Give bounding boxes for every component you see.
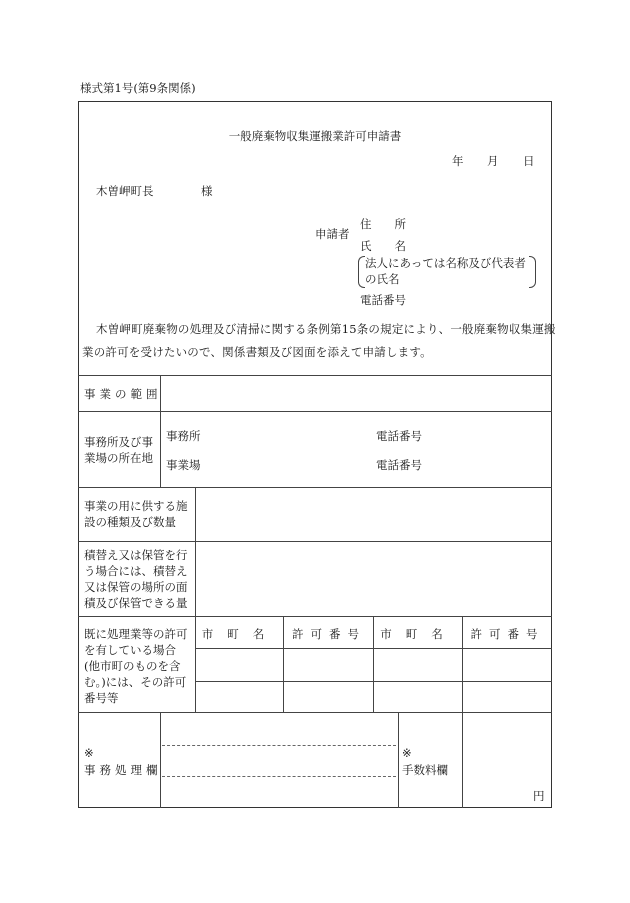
date-month: 月 <box>487 154 499 168</box>
facility-label-line2: 設の種類及び数量 <box>84 515 176 529</box>
rule <box>78 541 552 542</box>
fee-label: 手数料欄 <box>402 763 448 777</box>
left-bracket <box>358 256 365 288</box>
office-label: 事務所 <box>166 429 201 443</box>
applicant-label: 申請者 <box>315 227 350 241</box>
yen-unit: 円 <box>533 789 545 803</box>
facility-label-line1: 事業の用に供する施 <box>84 499 188 513</box>
office-use-label: 事務処理欄 <box>84 763 162 777</box>
rule <box>78 411 552 412</box>
applicant-phone-label: 電話番号 <box>360 293 406 307</box>
rule <box>78 616 552 617</box>
applicant-name-label: 氏 名 <box>360 239 406 253</box>
rule <box>195 487 196 712</box>
scope-value[interactable] <box>163 376 550 410</box>
corp-note-line2: の氏名 <box>365 272 400 286</box>
form-number: 様式第1号(第9条関係) <box>80 81 196 95</box>
applicant-address-label: 住 所 <box>360 217 406 231</box>
dashed-rule <box>162 776 396 777</box>
existing-label-line4: む。)には、その許可 <box>84 675 187 689</box>
storage-value[interactable] <box>198 543 550 614</box>
date-year: 年 <box>452 154 464 168</box>
addressee-name: 木曽岬町長 <box>96 184 154 198</box>
right-bracket <box>529 256 536 288</box>
facility-value[interactable] <box>198 489 550 539</box>
rule <box>462 616 463 808</box>
worksite-phone-label: 電話番号 <box>376 458 422 472</box>
col-municipality-1: 市町名 <box>201 627 279 641</box>
col-municipality-2: 市町名 <box>380 627 457 641</box>
rule <box>78 712 552 713</box>
scope-label: 事業の範囲 <box>84 387 162 401</box>
fee-mark: ※ <box>402 746 412 760</box>
form-title: 一般廃棄物収集運搬業許可申請書 <box>228 129 402 143</box>
office-phone-label: 電話番号 <box>376 429 422 443</box>
storage-label-line1: 積替え又は保管を行 <box>84 548 188 562</box>
worksite-label: 事業場 <box>166 458 201 472</box>
addressee-honorific: 様 <box>201 184 213 198</box>
body-text-line2: 業の許可を受けたいので、関係書類及び図面を添えて申請します。 <box>82 345 432 359</box>
col-permit-no-2: 許可番号 <box>470 627 545 641</box>
rule <box>78 487 552 488</box>
location-label-line2: 業場の所在地 <box>84 451 153 465</box>
body-text-line1: 木曽岬町廃棄物の処理及び清掃に関する条例第15条の規定により、一般廃棄物収集運搬 <box>96 322 556 336</box>
location-label-line1: 事務所及び事 <box>84 435 153 449</box>
storage-label-line4: 積及び保管できる量 <box>84 596 188 610</box>
dashed-rule <box>162 745 396 746</box>
col-permit-no-1: 許可番号 <box>292 627 366 641</box>
existing-label-line2: を有している場合 <box>84 643 176 657</box>
storage-label-line2: う場合には、積替え <box>84 564 188 578</box>
existing-label-line5: 番号等 <box>84 691 119 705</box>
storage-label-line3: 又は保管の場所の面 <box>84 580 188 594</box>
date-day: 日 <box>523 154 535 168</box>
corp-note-line1: 法人にあっては名称及び代表者 <box>365 256 526 270</box>
office-use-mark: ※ <box>84 746 94 760</box>
existing-label-line1: 既に処理業等の許可 <box>84 627 188 641</box>
rule <box>398 712 399 808</box>
existing-label-line3: (他市町のものを含 <box>84 659 181 673</box>
rule <box>160 712 161 808</box>
